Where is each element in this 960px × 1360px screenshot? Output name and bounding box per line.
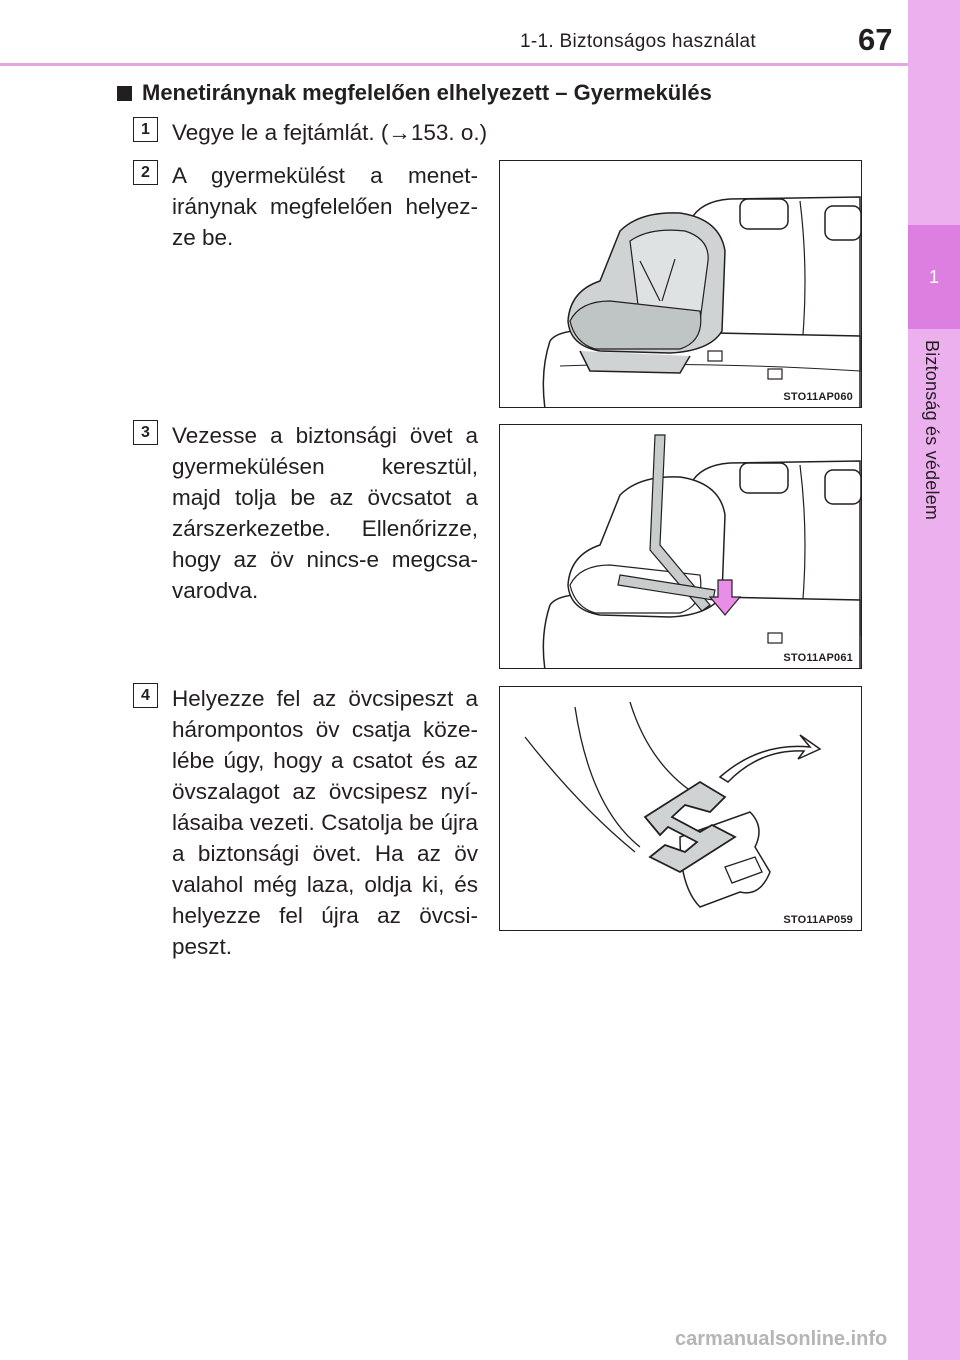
step-number-3: 3 bbox=[133, 420, 158, 445]
step-text-3: Vezesse a biztonsági övet a gyermekülésen keresztül, majd tolja be az övcsatot a zárszerkezetbe. Ellenőrizze, hogy az öv nincs-e megcsa-varodva. bbox=[172, 423, 478, 603]
step-number-1: 1 bbox=[133, 117, 158, 142]
figure-belt-routing bbox=[499, 424, 862, 669]
chapter-number: 1 bbox=[908, 225, 960, 329]
header-rule bbox=[0, 63, 908, 66]
square-bullet-icon bbox=[117, 86, 132, 101]
step-number-2: 2 bbox=[133, 160, 158, 185]
section-title-text: Menetiránynak megfelelően elhelyezett – Gyermekülés bbox=[142, 80, 712, 105]
header-section-title: 1-1. Biztonságos használat bbox=[520, 31, 756, 52]
section-title bbox=[117, 80, 712, 106]
locking-clip-illustration bbox=[500, 687, 862, 931]
chapter-side-tab[interactable] bbox=[908, 0, 960, 1360]
figure-code-2: STO11AP060 bbox=[783, 391, 853, 403]
page-number: 67 bbox=[858, 22, 893, 57]
step-text-4: Helyezze fel az övcsipeszt a hárompontos öv csatja köze-lébe úgy, hogy a csatot és az övszalagot az övcsipesz nyí-lásaiba vezeti. Csatolja be újra a biztonsági övet. Ha az öv valahol még laza, oldja ki, és helyezze fel újra az övcsi-peszt. bbox=[172, 686, 478, 959]
figure-code-4: STO11AP059 bbox=[783, 914, 853, 926]
figure-child-seat-placement bbox=[499, 160, 862, 408]
child-seat-illustration bbox=[500, 161, 862, 408]
step-text-1: Vegye le a fejtámlát. (→153. o.) bbox=[172, 120, 488, 145]
step-number-4: 4 bbox=[133, 683, 158, 708]
chapter-label: Biztonság és védelem bbox=[922, 340, 942, 521]
figure-code-3: STO11AP061 bbox=[783, 652, 853, 664]
watermark-link[interactable]: carmanualsonline.info bbox=[675, 1328, 888, 1350]
step-text-2: A gyermekülést a menet-iránynak megfelelően helyez-ze be. bbox=[172, 163, 478, 250]
figure-locking-clip bbox=[499, 686, 862, 931]
belt-routing-illustration bbox=[500, 425, 862, 669]
